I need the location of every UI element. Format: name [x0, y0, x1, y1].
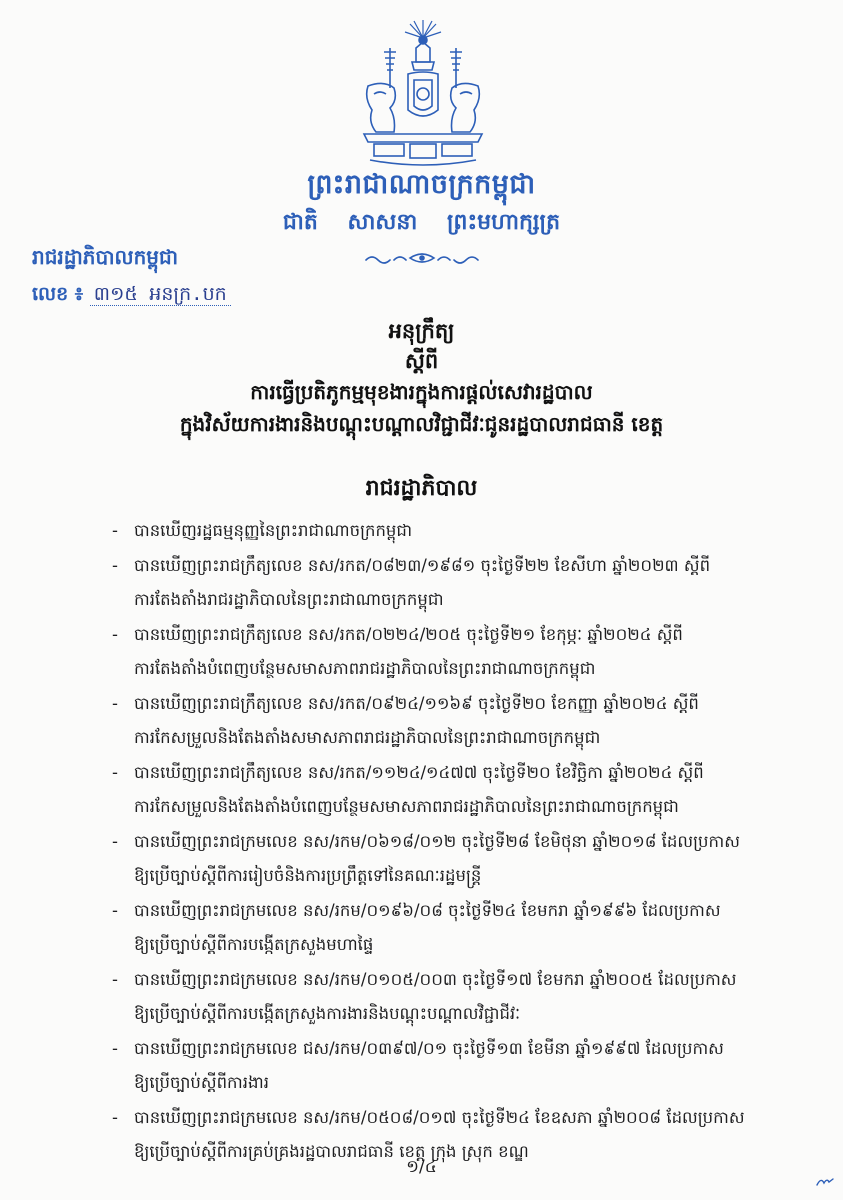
document-number-value: ៣១៥ អនក្រ.បក [90, 283, 231, 306]
kingdom-heading: ព្រះរាជាណាចក្រកម្ពុជា [307, 169, 536, 200]
list-dash: - [112, 1108, 118, 1127]
list-dash: - [112, 970, 118, 989]
visa-text: បានឃើញព្រះរាជក្រមលេខ នស/រកម/០១០៥/០០៣ ចុះថ្ងៃទី១៧ ខែមករា ឆ្នាំ២០០៥ ដែលប្រកាស [134, 970, 737, 989]
visa-list [112, 514, 812, 1170]
visa-text: បានឃើញព្រះរាជក្រឹត្យលេខ នស/រកត/០២២៤/២០៥ ចុះថ្ងៃទី២១ ខែកុម្ភៈ ឆ្នាំ២០២៤ ស្តីពី [134, 625, 683, 644]
title-line-1: ការធ្វើប្រតិភូកម្មមុខងារក្នុងការផ្តល់សេវារដ្ឋបាល [250, 380, 593, 404]
list-dash: - [112, 556, 118, 575]
list-dash: - [112, 625, 118, 644]
visa-item [112, 825, 812, 893]
ornament-divider-icon [364, 248, 480, 268]
visa-text: បានឃើញព្រះរាជក្រឹត្យលេខ នស/រកត/០៩២៤/១១៦៩ ចុះថ្ងៃទី២០ ខែកញ្ញា ឆ្នាំ២០២៤ ស្តីពី [134, 694, 699, 713]
visa-text: បានឃើញរដ្ឋធម្មនុញ្ញនៃព្រះរាជាណាចក្រកម្ពុជា [134, 521, 413, 540]
document-number-label: លេខ ៖ [32, 283, 84, 305]
visa-text: បានឃើញព្រះរាជក្រមលេខ នស/រកម/០១៩៦/០៨ ចុះថ្ងៃទី២៤ ខែមករា ឆ្នាំ១៩៩៦ ដែលប្រកាស [134, 901, 721, 920]
visa-text-continued: ឱ្យប្រើច្បាប់ស្តីពីការបង្កើតក្រសួងមហាផ្ទៃ [134, 935, 374, 954]
document-number [32, 282, 231, 310]
visa-text: បានឃើញព្រះរាជក្រមលេខ នស/រកម/០៥០៨/០១៧ ចុះថ្ងៃទី២៤ ខែឧសភា ឆ្នាំ២០០៨ ដែលប្រកាស [134, 1108, 745, 1127]
list-dash: - [112, 1039, 118, 1058]
visa-text-continued: ឱ្យប្រើច្បាប់ស្តីពីការងារ [134, 1073, 269, 1092]
visa-text-continued: ការកែសម្រួលនិងតែងតាំងសមាសភាពរាជរដ្ឋាភិបាលនៃព្រះរាជាណាចក្រកម្ពុជា [134, 728, 601, 747]
list-dash: - [112, 763, 118, 782]
document-type: អនុក្រឹត្យ [388, 318, 455, 343]
visa-text-continued: ការតែងតាំងរាជរដ្ឋាភិបាលនៃព្រះរាជាណាចក្រកម្ពុជា [134, 590, 444, 609]
visa-text: បានឃើញព្រះរាជក្រឹត្យលេខ នស/រកត/០៨២៣/១៩៨១ ចុះថ្ងៃទី២២ ខែសីហា ឆ្នាំ២០២៣ ស្តីពី [134, 556, 711, 575]
visa-item [112, 894, 812, 962]
initial-mark-icon [815, 1174, 835, 1188]
page-number: ១/៤ [406, 1157, 437, 1177]
royal-coat-of-arms-icon [350, 18, 496, 168]
issuing-government: រាជរដ្ឋាភិបាលកម្ពុជា [32, 245, 178, 269]
visa-item [112, 687, 812, 755]
visa-item [112, 1032, 812, 1100]
visa-text: បានឃើញព្រះរាជក្រមលេខ នស/រកម/០៦១៨/០១២ ចុះថ្ងៃទី២៨ ខែមិថុនា ឆ្នាំ២០១៨ ដែលប្រកាស [134, 832, 740, 851]
visa-item [112, 756, 812, 824]
document-title [0, 316, 843, 440]
visa-text-continued: ឱ្យប្រើច្បាប់ស្តីពីការគ្រប់គ្រងរដ្ឋបាលរាជធានី ខេត្ត ក្រុង ស្រុក ខណ្ឌ [134, 1142, 529, 1161]
national-motto: ជាតិ សាសនា ព្រះមហាក្សត្រ [282, 209, 561, 235]
title-about: ស្តីពី [404, 348, 439, 373]
visa-item [112, 549, 812, 617]
visa-item [112, 963, 812, 1031]
visa-item [112, 514, 812, 548]
title-line-2: ក្នុងវិស័យការងារនិងបណ្តុះបណ្តាលវិជ្ជាជីវៈជូនរដ្ឋបាលរាជធានី ខេត្ត [179, 412, 664, 436]
visa-text-continued: ការតែងតាំងបំពេញបន្ថែមសមាសភាពរាជរដ្ឋាភិបាលនៃព្រះរាជាណាចក្រកម្ពុជា [134, 659, 596, 678]
list-dash: - [112, 832, 118, 851]
visa-text-continued: ការកែសម្រួលនិងតែងតាំងបំពេញបន្ថែមសមាសភាពរាជរដ្ឋាភិបាលនៃព្រះរាជាណាចក្រកម្ពុជា [134, 797, 679, 816]
issuer-heading: រាជរដ្ឋាភិបាល [365, 475, 478, 501]
visa-text: បានឃើញព្រះរាជក្រមលេខ ជស/រកម/០៣៩៧/០១ ចុះថ្ងៃទី១៣ ខែមីនា ឆ្នាំ១៩៩៧ ដែលប្រកាស [134, 1039, 724, 1058]
list-dash: - [112, 694, 118, 713]
list-dash: - [112, 521, 118, 540]
list-dash: - [112, 901, 118, 920]
visa-text: បានឃើញព្រះរាជក្រឹត្យលេខ នស/រកត/១១២៤/១៤៧៧ ចុះថ្ងៃទី២០ ខែវិច្ឆិកា ឆ្នាំ២០២៤ ស្តីពី [134, 763, 704, 782]
visa-text-continued: ឱ្យប្រើច្បាប់ស្តីពីការរៀបចំនិងការប្រព្រឹត្តទៅនៃគណៈរដ្ឋមន្ត្រី [134, 866, 482, 885]
visa-text-continued: ឱ្យប្រើច្បាប់ស្តីពីការបង្កើតក្រសួងការងារនិងបណ្តុះបណ្តាលវិជ្ជាជីវៈ [134, 1004, 521, 1023]
visa-item [112, 618, 812, 686]
